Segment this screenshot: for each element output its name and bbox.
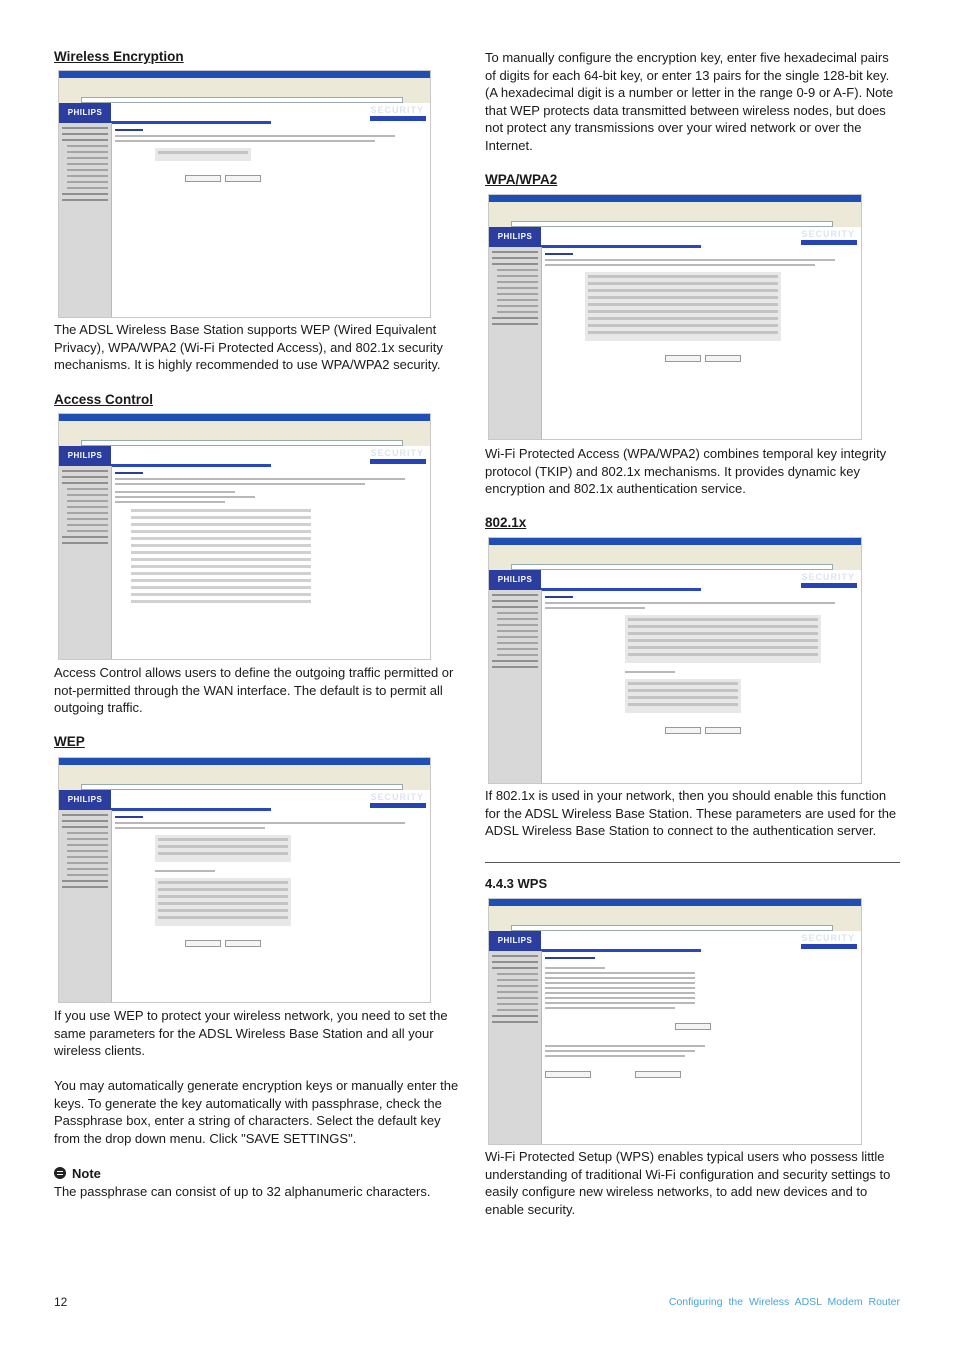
note-text: The passphrase can consist of up to 32 alphanumeric characters.	[54, 1184, 431, 1199]
wpa-screenshot: PHILIPS SECURITY	[488, 194, 862, 440]
wps-screenshot: PHILIPS SECURITY	[488, 898, 862, 1145]
section-divider	[485, 862, 900, 863]
access-control-heading: Access Control	[54, 392, 154, 407]
page-number: 12	[54, 1295, 68, 1309]
manual-key-text: To manually configure the encryption key, enter five hexadecimal pairs of digits for each 64-bit key, or enter 13 pairs for the single 128-bit key. (A hexadecimal digit is a number or letter in the range 0-9 or A-F). Note that WEP protects data transmitted between wireless nodes, but does not protect any transmissions over your wired network or over the Internet.	[485, 50, 894, 153]
footer-text: Configuring the Wireless ADSL Modem Router	[668, 1296, 900, 1308]
wep-heading: WEP	[54, 734, 85, 749]
dot1x-heading: 802.1x	[485, 515, 527, 530]
wep-text-1: If you use WEP to protect your wireless network, you need to set the same parameters for the ADSL Wireless Base Station and all your wireless clients.	[54, 1008, 448, 1059]
wireless-encryption-heading: Wireless Encryption	[54, 49, 184, 64]
philips-logo: PHILIPS	[59, 103, 111, 123]
wep-screenshot: PHILIPS SECURITY	[58, 757, 431, 1003]
wpa-text: Wi-Fi Protected Access (WPA/WPA2) combines temporal key integrity protocol (TKIP) and 802.1x mechanisms. It provides dynamic key encryption and 802.1x authentication service.	[485, 446, 887, 497]
wireless-encryption-text: The ADSL Wireless Base Station supports WEP (Wired Equivalent Privacy), WPA/WPA2 (Wi-Fi Protected Access), and 802.1x security mechanisms. It is highly recommended to use WPA/WPA2 security.	[54, 322, 443, 373]
wireless-encryption-screenshot: PHILIPS SECURITY	[58, 70, 431, 318]
dot1x-screenshot: PHILIPS SECURITY	[488, 537, 862, 784]
access-control-text: Access Control allows users to define the outgoing traffic permitted or not-permitted through the WAN interface. The default is to permit all outgoing traffic.	[54, 665, 454, 716]
access-control-screenshot: PHILIPS SECURITY	[58, 413, 431, 660]
wep-text-2: You may automatically generate encryption keys or manually enter the keys. To generate the key automatically with passphrase, check the Passphrase box, enter a string of characters. Select the default key from the drop down menu. Click "SAVE SETTINGS".	[54, 1078, 459, 1146]
wpa-heading: WPA/WPA2	[485, 172, 558, 187]
note-title: Note	[54, 1166, 101, 1181]
note-icon	[54, 1167, 66, 1179]
dot1x-text: If 802.1x is used in your network, then you should enable this function for the ADSL Wireless Base Station. These parameters are used for the ADSL Wireless Base Station to connect to the authentication server.	[485, 788, 897, 839]
wps-heading: 4.4.3 WPS	[485, 876, 548, 891]
wps-text: Wi-Fi Protected Setup (WPS) enables typical users who possess little understanding of traditional Wi-Fi configuration and security settings to easily configure new wireless networks, to add new devices and to enable security.	[485, 1149, 891, 1217]
